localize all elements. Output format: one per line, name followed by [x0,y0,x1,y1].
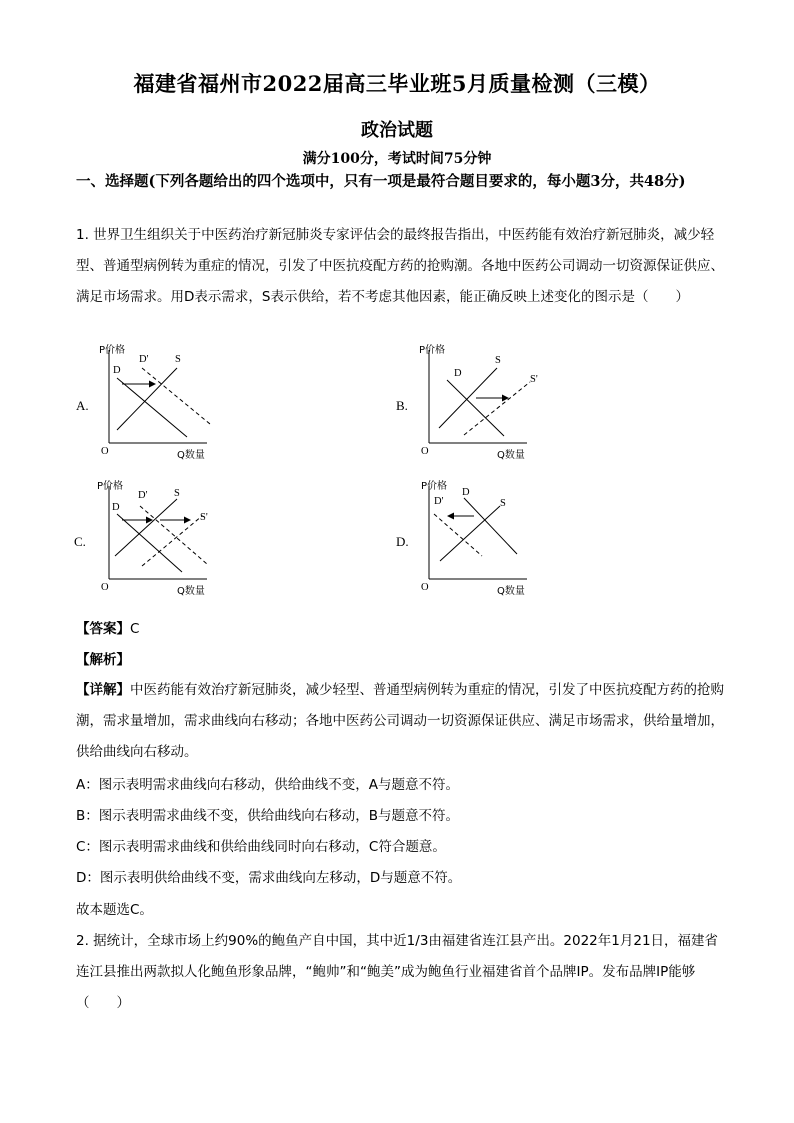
curve-label: S [174,488,180,499]
supply-curve-s [440,506,500,561]
curve-label: D' [139,354,149,365]
demand-curve-d-shifted [434,514,482,556]
answer-line [76,619,139,639]
curve-label: S [175,354,181,365]
supply-curve-s [115,499,177,556]
x-axis-label: Q数量 [497,450,525,461]
y-axis-label: P价格 [99,345,126,356]
x-axis-label: Q数量 [497,586,525,597]
curve-label: S [500,498,506,509]
subject-title: 政治试题 [361,120,433,141]
demand-curve-d [464,498,517,554]
demand-curve-d [117,378,187,437]
option-b-graph [412,340,562,465]
curve-label: D' [434,496,444,507]
analysis-tag: 【解析】 [76,652,130,668]
answer-value: C [130,621,140,637]
explanation-d: D：图示表明供给曲线不变，需求曲线向左移动，D与题意不符。 [76,870,462,886]
y-axis-label: P价格 [419,345,446,356]
option-a-label: A. [76,398,89,413]
curve-label: S' [530,374,538,385]
curve-label: S' [200,512,208,523]
demand-curve-d-shifted [140,506,207,564]
supply-curve-s-shifted [464,382,530,435]
conclusion: 故本题选C。 [76,902,153,918]
option-a-graph [92,340,222,465]
curve-label: D' [138,490,148,501]
origin-label: O [421,446,429,457]
question-2-stem: 2. 据统计，全球市场上约90%的鲍鱼产自中国，其中近1/3由福建省连江县产出。2022年1月21日，福建省连江县推出两款拟人化鲍鱼形象品牌，“鲍帅”和“鲍美”成为鲍鱼行业福建省首个品牌IP。发布品牌IP能够（ ） [76,933,719,1011]
demand-curve-d [447,380,504,436]
detail-tag: 【详解】 [76,682,130,698]
answer-tag: 【答案】 [76,621,130,637]
section-heading: 一、选择题(下列各题给出的四个选项中，只有一项是最符合题目要求的，每小题3分，共48分) [76,173,686,190]
option-c-label: C. [74,534,86,549]
explanation-c: C：图示表明需求曲线和供给曲线同时向右移动，C符合题意。 [76,839,446,855]
curve-label: D [454,368,462,379]
question-1-stem: 1. 世界卫生组织关于中医药治疗新冠肺炎专家评估会的最终报告指出，中医药能有效治疗新冠肺炎，减少轻型、普通型病例转为重症的情况，引发了中医抗疫配方药的抢购潮。各地中医药公司调动一切资源保证供应、满足市场需求。用D表示需求，S表示供给，若不考虑其他因素，能正确反映上述变化的图示是（ ） [76,227,724,305]
x-axis-label: Q数量 [177,586,205,597]
demand-curve-d [117,514,182,572]
origin-label: O [421,582,429,593]
origin-label: O [101,582,109,593]
option-d-graph [412,476,552,601]
origin-label: O [101,446,109,457]
explanation-a: A：图示表明需求曲线向右移动，供给曲线不变，A与题意不符。 [76,777,459,793]
x-axis-label: Q数量 [177,450,205,461]
option-c-graph [92,476,232,601]
curve-label: D [113,365,121,376]
demand-curve-d-shifted [142,368,210,424]
option-b-label: B. [396,398,408,413]
explanation-b: B：图示表明需求曲线不变，供给曲线向右移动，B与题意不符。 [76,808,460,824]
score-time-line: 满分100分，考试时间75分钟 [302,151,492,167]
y-axis-label: P价格 [421,481,448,492]
curve-label: S [495,355,501,366]
page-title: 福建省福州市2022届高三毕业班5月质量检测（三模） [133,71,661,96]
curve-label: D [112,502,120,513]
curve-label: D [462,487,470,498]
y-axis-label: P价格 [97,481,124,492]
option-d-label: D. [396,534,409,549]
detail-text: 中医药能有效治疗新冠肺炎，减少轻型、普通型病例转为重症的情况，引发了中医抗疫配方药的抢购潮，需求量增加，需求曲线向右移动；各地中医药公司调动一切资源保证供应、满足市场需求，供给量增加，供给曲线向右移动。 [76,682,724,760]
detail-paragraph [76,675,726,768]
